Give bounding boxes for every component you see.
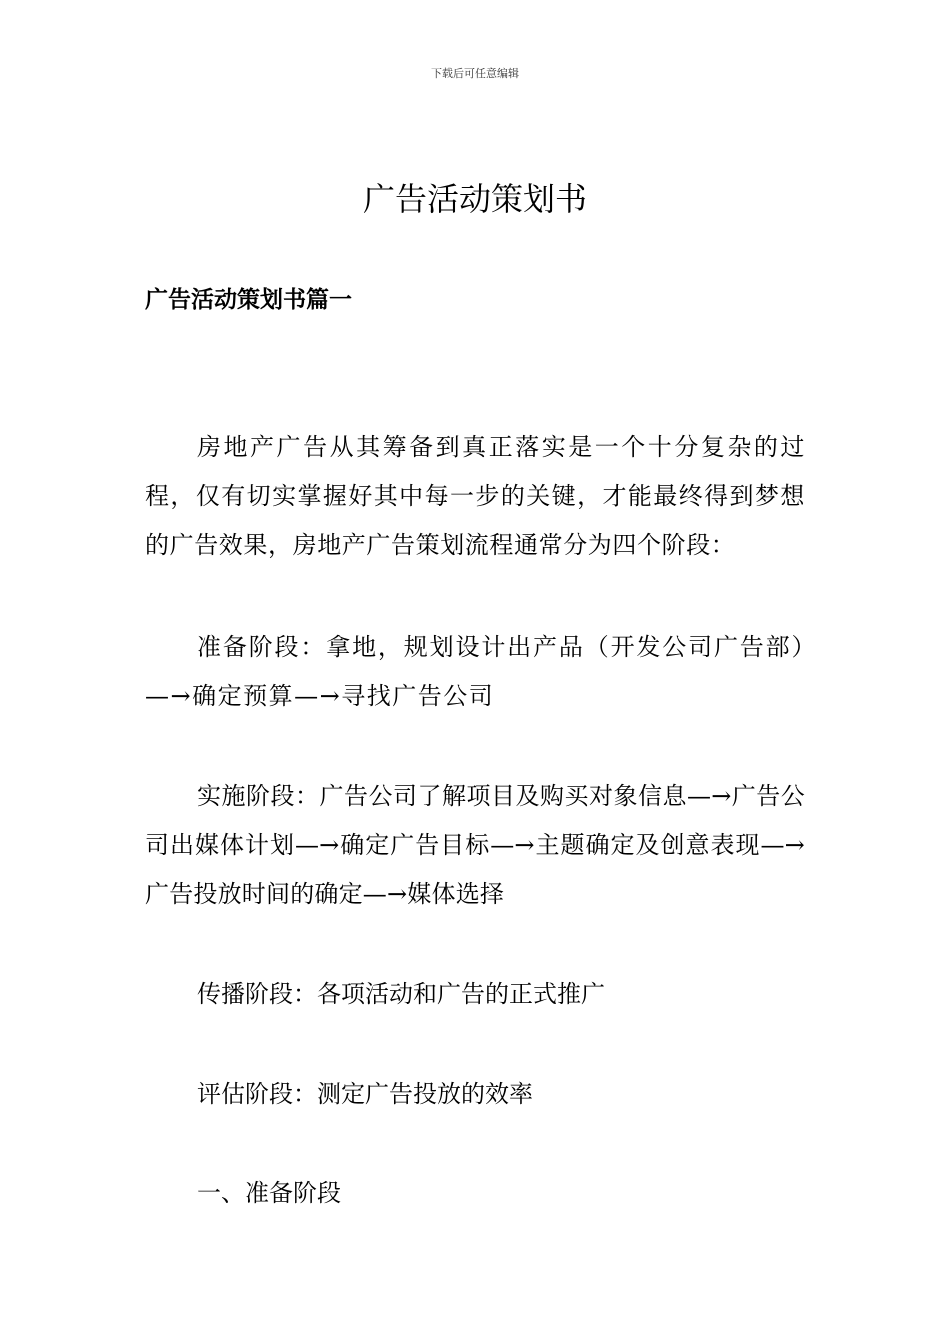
section-title: 广告活动策划书篇一: [145, 286, 352, 313]
header-note: 下载后可任意编辑: [431, 67, 519, 80]
paragraph-communication-stage: 传播阶段：各项活动和广告的正式推广: [197, 980, 605, 1008]
paragraph-implementation-stage: 实施阶段：广告公司了解项目及购买对象信息—→广告公司出媒体计划—→确定广告目标—→主题确定及创意表现—→广告投放时间的确定—→媒体选择: [145, 782, 805, 908]
subsection-heading: 一、准备阶段: [197, 1179, 341, 1207]
paragraph-evaluation-stage: 评估阶段：测定广告投放的效率: [197, 1080, 533, 1108]
document-title: 广告活动策划书: [362, 180, 587, 218]
paragraph-intro: 房地产广告从其筹备到真正落实是一个十分复杂的过程，仅有切实掌握好其中每一步的关键，才能最终得到梦想的广告效果，房地产广告策划流程通常分为四个阶段：: [145, 433, 805, 559]
paragraph-preparation-stage: 准备阶段：拿地，规划设计出产品（开发公司广告部）—→确定预算—→寻找广告公司: [145, 633, 805, 710]
